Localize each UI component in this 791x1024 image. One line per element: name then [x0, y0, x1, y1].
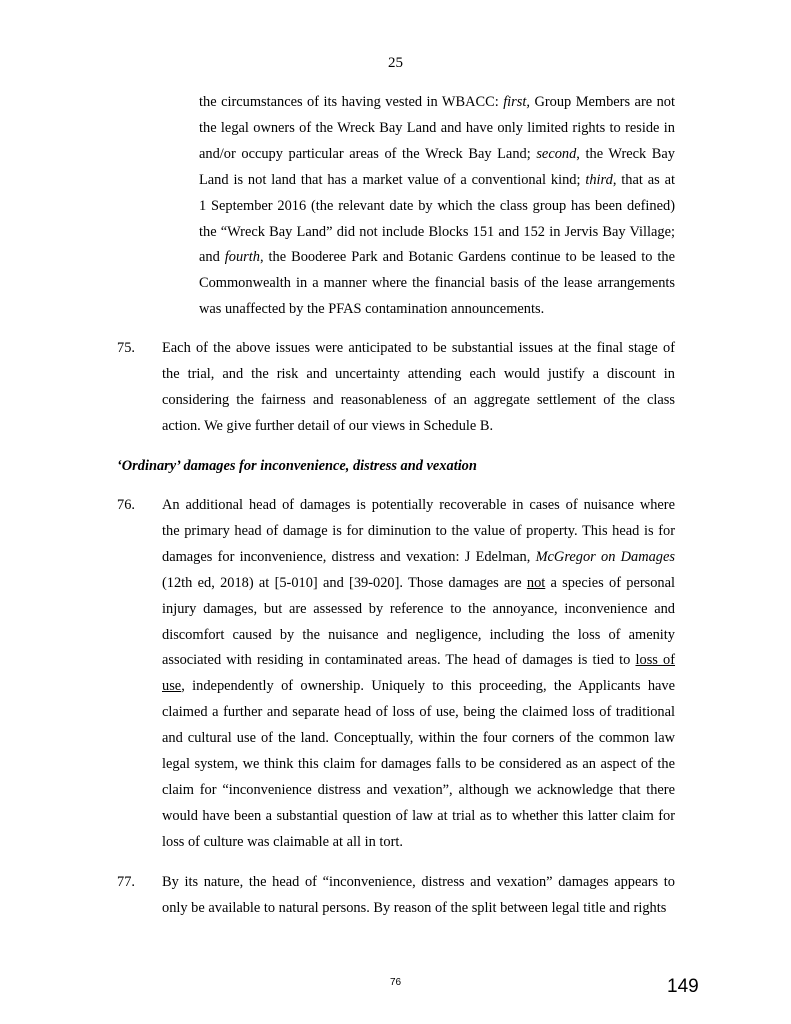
- text-line: Commonwealth in a manner where the financial basis of the lease arrangements: [199, 275, 675, 292]
- paragraph-75: [162, 336, 675, 440]
- paragraph-76: [162, 493, 675, 856]
- paragraph-number-76: 76.: [117, 497, 135, 513]
- text-line: the primary head of damage is for diminution to the value of property. This head is for: [162, 522, 675, 539]
- text-line: was unaffected by the PFAS contamination announcements.: [199, 301, 545, 318]
- text-line: and fourth, the Booderee Park and Botanic Gardens continue to be leased to the: [199, 249, 675, 266]
- text-line: action. We give further detail of our views in Schedule B.: [162, 417, 494, 434]
- text-line: claim for “inconvenience distress and vexation”, although we acknowledge that there: [162, 781, 675, 798]
- text-line: By its nature, the head of “inconvenience, distress and vexation” damages appears to: [162, 874, 675, 890]
- italic-text: second: [536, 145, 577, 162]
- text-line: considering the fairness and reasonableness of an aggregate settlement of the class: [162, 391, 675, 408]
- text-line: Each of the above issues were anticipated to be substantial issues at the final stage of: [162, 340, 675, 356]
- section-heading: ‘Ordinary’ damages for inconvenience, distress and vexation: [117, 458, 477, 474]
- text-line: associated with residing in contaminated areas. The head of damages is tied to loss of: [162, 652, 676, 669]
- text-line: 1 September 2016 (the relevant date by which the class group has been defined): [199, 197, 675, 214]
- underlined-text: use: [162, 678, 182, 695]
- text-line: damages for inconvenience, distress and vexation: J Edelman, McGregor on Damages: [162, 548, 675, 565]
- paragraph-number-77: 77.: [117, 874, 135, 890]
- text-line: loss of culture was claimable at all in tort.: [162, 833, 403, 850]
- paragraph-77: [162, 870, 675, 922]
- italic-text: McGregor on Damages: [535, 548, 675, 565]
- italic-text: third: [585, 171, 613, 188]
- underlined-text: not: [526, 574, 546, 591]
- footer-page-number: 76: [389, 977, 402, 988]
- text-line: legal system, we think this claim for damages falls to be considered as an aspect of the: [162, 756, 675, 773]
- page-number: 25: [388, 55, 403, 71]
- footer-document-number: 149: [667, 976, 699, 997]
- text-line: would have been a substantial question of law at trial as to whether this latter claim for: [162, 807, 675, 824]
- text-line: and cultural use of the land. Conceptually, within the four corners of the common law: [162, 730, 675, 747]
- text-line: claimed a further and separate head of loss of use, being the claimed loss of traditional: [162, 704, 675, 721]
- text-line: the legal owners of the Wreck Bay Land and have only limited rights to reside in: [199, 119, 675, 136]
- underlined-text: loss of: [635, 652, 676, 669]
- text-line: An additional head of damages is potentially recoverable in cases of nuisance where: [162, 497, 675, 513]
- paragraph-74-continuation: [199, 90, 675, 323]
- text-line: the trial, and the risk and uncertainty attending each would justify a discount in: [162, 365, 675, 382]
- text-line: discomfort caused by the nuisance and negligence, including the loss of amenity: [162, 626, 675, 643]
- paragraph-number-75: 75.: [117, 340, 135, 356]
- text-line: the “Wreck Bay Land” did not include Blocks 151 and 152 in Jervis Bay Village;: [199, 223, 675, 240]
- italic-text: first,: [503, 94, 530, 110]
- italic-text: fourth: [224, 249, 260, 266]
- text-line: only be available to natural persons. By reason of the split between legal title and rights: [162, 899, 667, 916]
- text-line: injury damages, but are assessed by reference to the annoyance, inconvenience and: [162, 600, 675, 617]
- text-line: Land is not land that has a market value of a conventional kind; third, that as at: [199, 171, 676, 188]
- text-line: and/or occupy particular areas of the Wreck Bay Land; second, the Wreck Bay: [199, 145, 675, 162]
- text-line: (12th ed, 2018) at [5-010] and [39-020]. Those damages are not a species of personal: [162, 574, 676, 591]
- text-line: the circumstances of its having vested in WBACC: first, Group Members are not: [199, 94, 675, 110]
- text-line: use, independently of ownership. Uniquely to this proceeding, the Applicants have: [162, 678, 675, 695]
